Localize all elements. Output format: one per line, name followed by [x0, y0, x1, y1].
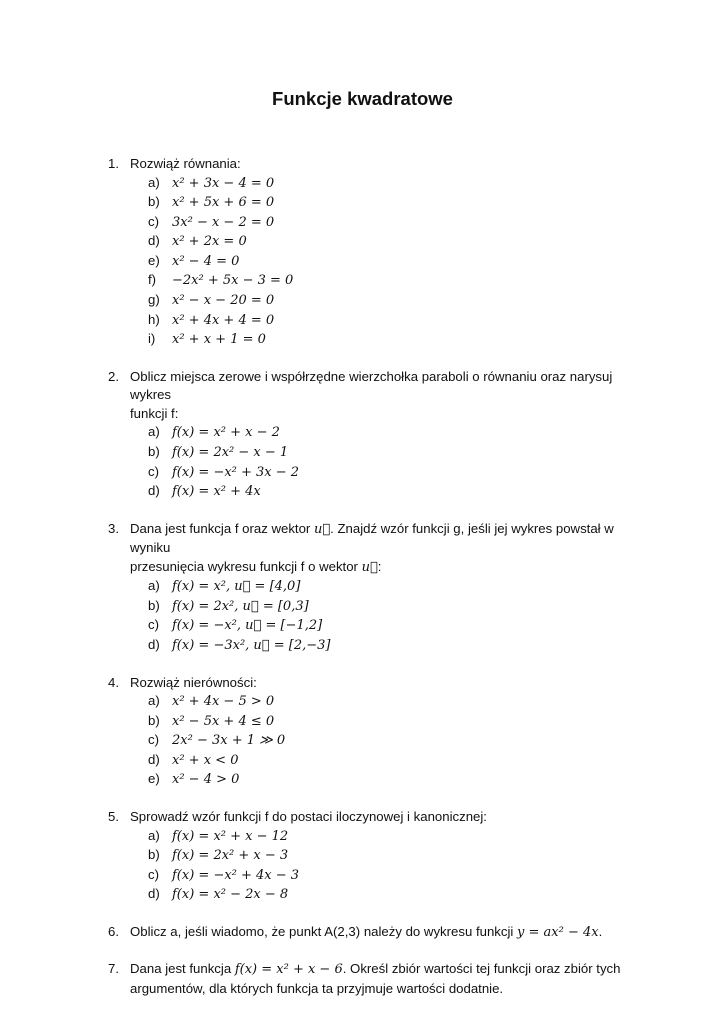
item-label: c) [148, 463, 159, 479]
list-item [108, 597, 628, 617]
function-formula: f(x) = −x² + 3x − 2 [172, 464, 300, 480]
item-label: h) [148, 311, 160, 327]
list-item [108, 846, 628, 866]
item-label: f) [148, 272, 157, 288]
list-item [108, 616, 628, 636]
list-item [108, 692, 628, 712]
inequality: 2x² − 3x + 1 ≫ 0 [172, 733, 286, 749]
problem-number: 5. [108, 809, 119, 825]
problem-1 [108, 155, 628, 350]
problem-text: Rozwiąż nierówności: [130, 674, 257, 690]
problem-text: Sprowadź wzór funkcji f do postaci iloczynowej i kanonicznej: [130, 809, 487, 825]
equation: −2x² + 5x − 3 = 0 [172, 273, 294, 289]
item-label: d) [148, 637, 160, 652]
equation: x² + 2x = 0 [172, 234, 247, 250]
list-item [108, 770, 628, 790]
problem-1-prompt [108, 155, 628, 174]
problem-6-prompt [108, 923, 628, 943]
problem-number: 7. [108, 961, 119, 977]
list-item [108, 291, 628, 311]
list-item [108, 463, 628, 483]
list-item [108, 330, 628, 350]
list-item [108, 311, 628, 331]
function-formula: f(x) = x² + 4x [172, 484, 261, 500]
list-item [108, 482, 628, 502]
problem-text-cont: przesunięcia wykresu funkcji f o wektor [130, 558, 362, 574]
list-item [108, 577, 628, 597]
problem-text-cont: argumentów, dla których funkcja ta przyjmuje wartości dodatnie. [130, 980, 504, 996]
problem-text: Rozwiąż równania: [130, 156, 241, 171]
problem-3 [108, 520, 628, 656]
vector-symbol: u⃗ [361, 559, 378, 575]
list-item [108, 252, 628, 272]
item-label: b) [148, 443, 160, 459]
function-formula: f(x) = −x², u⃗ = [−1,2] [172, 618, 323, 634]
list-item [108, 885, 628, 905]
item-label: d) [148, 233, 160, 249]
problem-number: 6. [108, 923, 119, 939]
item-label: b) [148, 847, 160, 863]
problem-2 [108, 368, 628, 502]
list-item [108, 271, 628, 291]
problem-text: Oblicz miejsca zerowe i współrzędne wierzchołka paraboli o równaniu oraz narysuj wykres [130, 368, 613, 403]
problem-text: . Określ zbiór wartości tej funkcji oraz zbiór tych [342, 961, 621, 977]
item-label: b) [148, 194, 160, 210]
function-formula: f(x) = x² + x − 6 [234, 962, 343, 978]
problem-4 [108, 674, 628, 790]
item-label: b) [148, 712, 160, 728]
function-formula: y = ax² − 4x [517, 924, 599, 940]
list-item [108, 213, 628, 233]
item-label: c) [148, 732, 159, 748]
problem-text-cont: : [377, 558, 382, 574]
inequality: x² − 5x + 4 ≤ 0 [172, 713, 275, 729]
item-label: e) [148, 252, 160, 268]
vector-symbol: u⃗ [313, 521, 331, 537]
problem-6 [108, 923, 628, 943]
function-formula: f(x) = x² + x − 2 [172, 425, 280, 441]
function-formula: f(x) = 2x² + x − 3 [172, 848, 289, 864]
problem-number: 3. [108, 520, 119, 536]
problem-5 [108, 808, 628, 905]
function-formula: f(x) = 2x² − x − 1 [172, 444, 289, 460]
list-item [108, 731, 628, 751]
problem-3-prompt [108, 520, 628, 578]
problem-number: 2. [108, 368, 119, 384]
list-item [108, 827, 628, 847]
item-label: d) [148, 751, 160, 767]
list-item [108, 712, 628, 732]
problem-text: Oblicz a, jeśli wiadomo, że punkt A(2,3) należy do wykresu funkcji [130, 923, 518, 939]
function-formula: f(x) = x² + x − 12 [172, 828, 289, 844]
item-label: a) [148, 424, 160, 440]
problem-text: Dana jest funkcja [130, 961, 235, 977]
function-formula: f(x) = x², u⃗ = [4,0] [172, 579, 301, 595]
problem-number: 1. [108, 156, 119, 171]
problem-number: 4. [108, 674, 119, 690]
equation: x² + x + 1 = 0 [172, 332, 266, 348]
item-label: a) [148, 827, 160, 843]
item-label: d) [148, 483, 160, 499]
problem-text: . Znajdź wzór funkcji g, jeśli jej wykres powstał w wyniku [130, 520, 614, 556]
inequality: x² − 4 > 0 [172, 772, 240, 788]
problem-text: Dana jest funkcja f oraz wektor [130, 520, 314, 536]
problem-text: . [598, 923, 603, 939]
item-label: c) [148, 617, 159, 633]
item-label: e) [148, 771, 160, 787]
equation: x² − x − 20 = 0 [172, 293, 275, 309]
inequality: x² + x < 0 [172, 752, 239, 768]
item-label: c) [148, 866, 159, 882]
problem-2-prompt [108, 368, 628, 424]
equation: x² + 3x − 4 = 0 [172, 175, 275, 191]
problem-4-prompt [108, 674, 628, 693]
problem-text-cont: funkcji f: [130, 405, 179, 421]
list-item [108, 866, 628, 886]
equation: x² + 4x + 4 = 0 [172, 312, 275, 328]
function-formula: f(x) = −3x², u⃗ = [2,−3] [172, 638, 331, 653]
page-title: Funkcje kwadratowe [272, 88, 453, 109]
equation: x² − 4 = 0 [172, 253, 240, 269]
problem-5-prompt [108, 808, 628, 827]
list-item [108, 636, 628, 656]
list-item [108, 423, 628, 443]
problem-list [108, 155, 628, 998]
list-item [108, 443, 628, 463]
item-label: a) [148, 174, 160, 190]
function-formula: f(x) = 2x², u⃗ = [0,3] [172, 598, 309, 614]
function-formula: f(x) = x² − 2x − 8 [172, 887, 289, 903]
inequality: x² + 4x − 5 > 0 [172, 694, 275, 710]
item-label: a) [148, 693, 160, 709]
item-label: d) [148, 886, 160, 902]
list-item [108, 174, 628, 194]
item-label: c) [148, 213, 159, 229]
function-formula: f(x) = −x² + 4x − 3 [172, 867, 300, 883]
problem-7 [108, 960, 628, 998]
problem-7-prompt [108, 960, 628, 998]
list-item [108, 232, 628, 252]
list-item [108, 751, 628, 771]
item-label: g) [148, 292, 160, 308]
equation: x² + 5x + 6 = 0 [172, 195, 275, 211]
item-label: a) [148, 578, 160, 594]
item-label: b) [148, 597, 160, 613]
list-item [108, 193, 628, 213]
equation: 3x² − x − 2 = 0 [172, 214, 275, 230]
item-label: i) [148, 331, 156, 347]
